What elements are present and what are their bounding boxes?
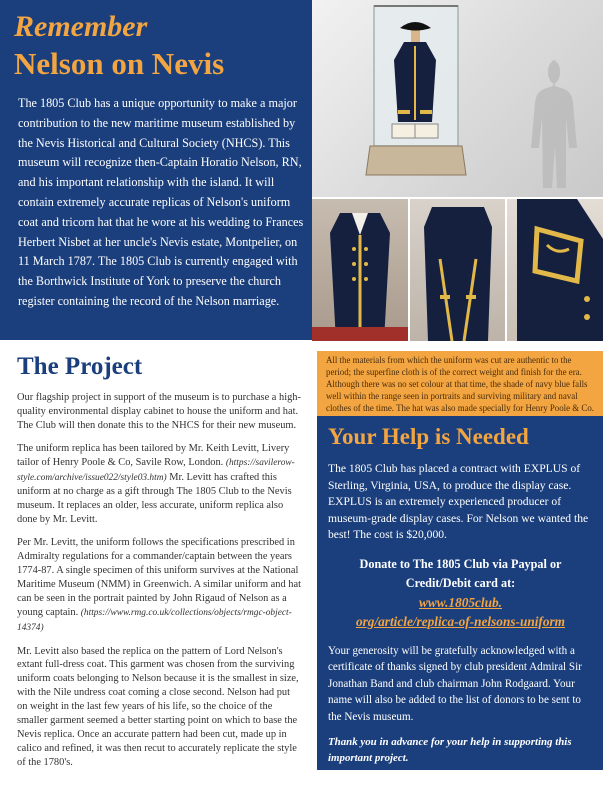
savile-row-url: (https://savilerow-style.com/archive/issue022/style03.htm) (17, 457, 295, 483)
materials-box (317, 351, 603, 416)
thanks-text: Thank you in advance for your help in supporting this important project. (328, 736, 572, 764)
project-paragraph-2-rest: Mr. Levitt has crafted this uniform at no charge as a gift through The 1805 Club to the Nevis museum. It replaces an older, less accurate, uniform replica also done by Mr. Levitt. (17, 471, 292, 526)
hero-title-nelson: Nelson on Nevis (14, 46, 225, 81)
project-paragraph-3-text: Per Mr. Levitt, the uniform follows the specifications prescribed in Admiralty regulations for a commander/captain between the years 1774-87. A single specimen of this uniform survives at the National Maritime Museum (NMM) in Greenwich. A similar uniform and hat can be seen in the portrait painted by John Rigaud of Nelson as a young captain. (17, 537, 301, 618)
generosity-text: Your generosity will be gratefully acknowledged with a certificate of thanks signed by club president Admiral Sir Jonathan Band and club chairman John Rodgaard. Your name will also be added to the list of donors to be sent to the Nevis museum. (328, 644, 582, 723)
uniform-photo-strip (312, 199, 603, 341)
uniform-cuff-detail-photo (507, 199, 603, 341)
materials-text: All the materials from which the uniform was cut are authentic to the period; the superfine cloth is of the correct weight and finish for the era. Although there was no set colour at that time, the shade of navy blue falls well within the range seen in portraits and surviving military and naval clothes of the time. The hat was also made specially for Henry Poole & Co. (326, 355, 594, 413)
donate-link-line-2[interactable]: org/article/replica-of-nelsons-uniform (355, 613, 566, 629)
donate-instructions: Donate to The 1805 Club via Paypal or Credit/Debit card at: (359, 556, 562, 590)
rmg-url: (https://www.rmg.co.uk/collections/objects/rmgc-object-14374) (17, 607, 292, 633)
donate-link[interactable] (328, 593, 593, 631)
display-cabinet-illustration (312, 0, 603, 197)
uniform-back-photo (410, 199, 506, 341)
project-body (17, 391, 302, 779)
display-cabinet-photo (312, 0, 603, 197)
project-paragraph-4: Mr. Levitt also based the replica on the pattern of Lord Nelson's extant full-dress coat. This garment was chosen from the surviving uniform coats belonging to Nelson because it is the smallest in size, with the Nile undress coat coming a close second. Nelson had put on weight in the last few years of his life, so the choice of the smaller garment seemed a better starting point on which to base the Nevis replica. Once an accurate pattern had been cut, made up in calico and refined, it was then recut to accurately replicate the style of the 1780's. (17, 645, 299, 768)
hero-panel (0, 0, 312, 340)
help-panel (317, 416, 603, 770)
project-paragraph-2-text: The uniform replica has been tailored by Mr. Keith Levitt, Livery tailor of Henry Poole & Co, Savile Row, London. (17, 442, 290, 468)
donate-link-line-1[interactable]: www.1805club. (419, 594, 502, 610)
project-paragraph-2 (17, 442, 302, 527)
hero-title-remember: Remember (14, 10, 148, 43)
help-heading: Your Help is Needed (328, 424, 529, 449)
help-body-text: The 1805 Club has placed a contract with EXPLUS of Sterling, Virginia, USA, to produce the display case. EXPLUS is an extremely experienced producer of museum-grade display cases. For Nelson we wanted the best! The cost is $20,000. (328, 462, 589, 541)
project-heading: The Project (17, 353, 143, 380)
uniform-front-photo (312, 199, 408, 341)
project-paragraph-3 (17, 536, 302, 635)
project-paragraph-1: Our flagship project in support of the museum is to purchase a high-quality environmental display cabinet to house the uniform and hat. The Club will then donate this to the NHCS for their new museum. (17, 392, 301, 431)
hero-intro-text: The 1805 Club has a unique opportunity to make a major contribution to the new maritime museum established by the Nevis Historical and Cultural Society (NHCS). This museum will recognize then-Captain Horatio Nelson, RN, and his important relationship with the island. It will contain extremely accurate replicas of Nelson's uniform coat and tricorn hat that he wore at his wedding to Frances Herbert Nisbet at her uncle's Nevis estate, Montpelier, on 11 March 1787. The 1805 Club is currently engaged with the Borthwick Institute of York to preserve the church register containing the record of the Nelson marriage. (18, 96, 304, 308)
